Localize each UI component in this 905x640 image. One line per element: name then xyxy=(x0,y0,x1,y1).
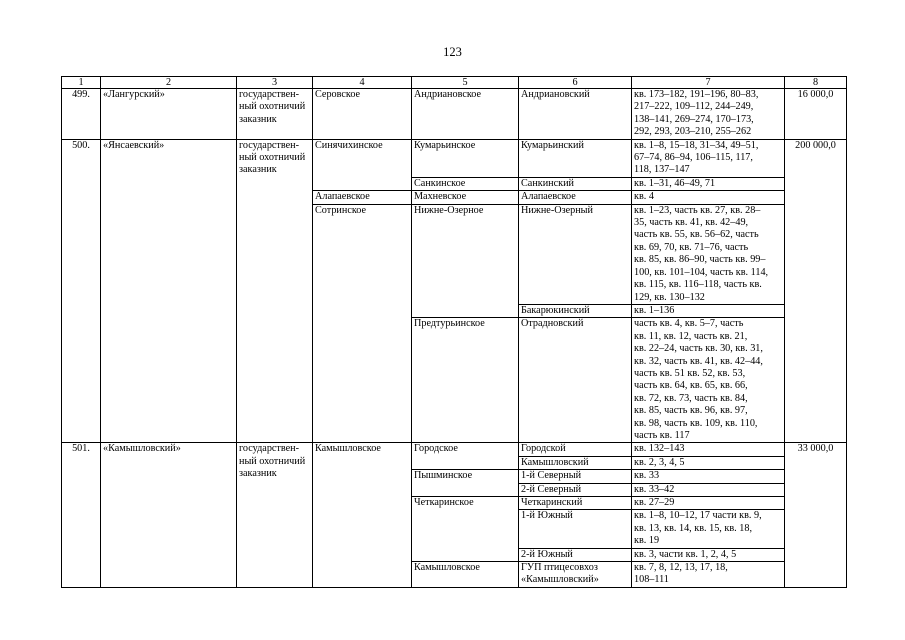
table-row xyxy=(62,89,847,140)
col-header-4: 4 xyxy=(313,77,412,89)
reserve-name: «Лангурский» xyxy=(101,89,237,140)
forestry-cell: Андриановский xyxy=(519,89,632,140)
forestry-cell: 1-й Южный xyxy=(519,510,632,548)
district-cell: Камышловское xyxy=(313,443,412,587)
district-cell: Синячихинское xyxy=(313,139,412,191)
owner-cell: Санкинское xyxy=(412,177,519,190)
quarters-cell: кв. 4 xyxy=(632,191,785,204)
owner-cell: Махневское xyxy=(412,191,519,204)
page-number: 123 xyxy=(443,45,462,59)
reserve-number: 499. xyxy=(62,89,101,140)
forestry-cell: Санкинский xyxy=(519,177,632,190)
forestry-cell: 2-й Северный xyxy=(519,483,632,496)
col-header-3: 3 xyxy=(237,77,313,89)
reserve-number: 501. xyxy=(62,443,101,587)
quarters-cell: часть кв. 4, кв. 5–7, часть кв. 11, кв. 12, часть кв. 21, кв. 22–24, часть кв. 30, кв. 31, кв. 32, часть кв. 41, кв. 42–44, часть кв. 51 кв. 52, кв. 53, часть кв. 64, кв. 65, кв. 66, кв. 72, кв. 73, часть кв. 84, кв. 85, часть кв. 96, кв. 97, кв. 98, часть кв. 109, кв. 110, часть кв. 117 xyxy=(632,318,785,443)
forestry-cell: Алапаевское xyxy=(519,191,632,204)
quarters-cell: кв. 2, 3, 4, 5 xyxy=(632,456,785,469)
quarters-cell: кв. 3, части кв. 1, 2, 4, 5 xyxy=(632,548,785,561)
owner-cell: Пышминское xyxy=(412,470,519,497)
table-row xyxy=(62,139,847,177)
forestry-cell: Камышловский xyxy=(519,456,632,469)
area-cell: 16 000,0 xyxy=(785,89,847,140)
quarters-cell: кв. 33 xyxy=(632,470,785,483)
quarters-cell: кв. 132–143 xyxy=(632,443,785,456)
forestry-cell: Кумарьинский xyxy=(519,139,632,177)
district-cell: Алапаевское xyxy=(313,191,412,204)
quarters-cell: кв. 1–8, 10–12, 17 части кв. 9, кв. 13, кв. 14, кв. 15, кв. 18, кв. 19 xyxy=(632,510,785,548)
col-header-2: 2 xyxy=(101,77,237,89)
forestry-cell: 2-й Южный xyxy=(519,548,632,561)
reserve-name: «Камышловский» xyxy=(101,443,237,587)
quarters-cell: кв. 33–42 xyxy=(632,483,785,496)
owner-cell: Камышловское xyxy=(412,562,519,588)
reserve-name: «Янсаевский» xyxy=(101,139,237,443)
forestry-cell: Отрадновский xyxy=(519,318,632,443)
reserve-number: 500. xyxy=(62,139,101,443)
owner-cell: Кумарьинское xyxy=(412,139,519,177)
forestry-cell: Бакарюкинский xyxy=(519,304,632,317)
col-header-6: 6 xyxy=(519,77,632,89)
reserves-table xyxy=(61,76,847,588)
owner-cell: Нижне-Озерное xyxy=(412,204,519,318)
col-header-1: 1 xyxy=(62,77,101,89)
forestry-cell: Городской xyxy=(519,443,632,456)
owner-cell: Андриановское xyxy=(412,89,519,140)
reserve-type: государствен- ный охотничий заказник xyxy=(237,443,313,587)
reserve-type: государствен- ный охотничий заказник xyxy=(237,139,313,443)
forestry-cell: ГУП птицесовхоз «Камышловский» xyxy=(519,562,632,588)
district-cell: Сотринское xyxy=(313,204,412,443)
table-row xyxy=(62,443,847,456)
forestry-cell: Нижне-Озерный xyxy=(519,204,632,304)
owner-cell: Городское xyxy=(412,443,519,470)
quarters-cell: кв. 173–182, 191–196, 80–83, 217–222, 109–112, 244–249, 138–141, 269–274, 170–173, 292, 293, 203–210, 255–262 xyxy=(632,89,785,140)
quarters-cell: кв. 27–29 xyxy=(632,497,785,510)
reserve-type: государствен- ный охотничий заказник xyxy=(237,89,313,140)
quarters-cell: кв. 1–31, 46–49, 71 xyxy=(632,177,785,190)
area-cell: 33 000,0 xyxy=(785,443,847,587)
district-cell: Серовское xyxy=(313,89,412,140)
owner-cell: Четкаринское xyxy=(412,497,519,562)
col-header-5: 5 xyxy=(412,77,519,89)
area-cell: 200 000,0 xyxy=(785,139,847,443)
quarters-cell: кв. 1–8, 15–18, 31–34, 49–51, 67–74, 86–94, 106–115, 117, 118, 137–147 xyxy=(632,139,785,177)
owner-cell: Предтурьинское xyxy=(412,318,519,443)
quarters-cell: кв. 7, 8, 12, 13, 17, 18, 108–111 xyxy=(632,562,785,588)
forestry-cell: Четкаринский xyxy=(519,497,632,510)
quarters-cell: кв. 1–136 xyxy=(632,304,785,317)
quarters-cell: кв. 1–23, часть кв. 27, кв. 28– 35, часть кв. 41, кв. 42–49, часть кв. 55, кв. 56–62, часть кв. 69, 70, кв. 71–76, часть кв. 85, кв. 86–90, часть кв. 99– 100, кв. 101–104, часть кв. 114, кв. 115, кв. 116–118, часть кв. 129, кв. 130–132 xyxy=(632,204,785,304)
forestry-cell: 1-й Северный xyxy=(519,470,632,483)
col-header-8: 8 xyxy=(785,77,847,89)
header-row xyxy=(62,77,847,89)
col-header-7: 7 xyxy=(632,77,785,89)
